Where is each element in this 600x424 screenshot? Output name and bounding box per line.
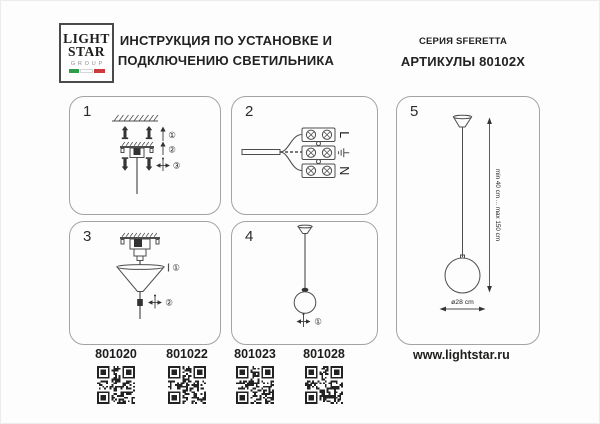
diameter-label: ø28 cm: [451, 299, 474, 306]
step-3-panel: [69, 221, 221, 345]
article-column: [156, 347, 218, 404]
diameter-dimension-arrow: [440, 307, 486, 312]
step-5-diagram: [397, 97, 539, 344]
screw-turn-icon: [156, 158, 170, 172]
qr-code-801023: [236, 366, 274, 404]
cone-canopy-icon: [117, 265, 164, 292]
step-2-number: 2: [245, 103, 254, 120]
annotation-2: ②: [168, 144, 176, 155]
wall-anchors-icon: [122, 126, 152, 139]
series-name: СЕРИЯ SFERETTA: [418, 36, 508, 47]
earth-icon: [339, 148, 350, 157]
qr-code-801022: [168, 366, 206, 404]
article-column: [293, 347, 355, 404]
cord-stopper-icon: [302, 288, 309, 292]
cable-icon: [242, 150, 280, 155]
qr-code-801028: [305, 366, 343, 404]
website-url: www.lightstar.ru: [413, 348, 510, 362]
step-1-panel: [69, 96, 221, 215]
step-2-diagram: [232, 97, 377, 214]
step-1-diagram: [70, 97, 220, 214]
step-3-diagram: [70, 222, 220, 344]
ceiling-hatch-icon: [112, 115, 158, 121]
terminal-label-neutral: N: [337, 166, 351, 176]
annotation-2: ②: [165, 297, 173, 308]
qr-code-801020: [97, 366, 135, 404]
terminal-blocks-icon: [302, 128, 335, 178]
annotation-1: ①: [168, 130, 176, 140]
mounting-plate-icon: [120, 142, 154, 158]
logo-line2: STAR: [67, 44, 105, 59]
annotation-1: ①: [314, 316, 322, 327]
step-2-panel: [231, 96, 378, 215]
title-line1: ИНСТРУКЦИЯ ПО УСТАНОВКЕ И: [119, 33, 333, 48]
cone-canopy-icon: [454, 115, 472, 127]
lightstar-logo: [59, 23, 114, 83]
series-info: [393, 36, 533, 69]
article-code: 801028: [303, 347, 345, 361]
article-code: 801020: [95, 347, 137, 361]
step-4-number: 4: [245, 228, 254, 245]
article-code: 801023: [234, 347, 276, 361]
step-5-number: 5: [410, 103, 419, 120]
cone-canopy-icon: [298, 225, 312, 233]
step-5-panel: [396, 96, 540, 345]
glass-sphere-icon: [445, 258, 480, 293]
mounting-plate-icon: [120, 233, 160, 261]
article-column: [224, 347, 286, 404]
step-3-number: 3: [83, 228, 92, 245]
screw-turn-icon: [148, 295, 162, 309]
screw-turn-icon: [297, 313, 311, 327]
annotation-1: ①: [172, 262, 180, 273]
arrow-up-icon: [160, 127, 165, 142]
logo-line1: LIGHT: [63, 31, 110, 47]
italian-flag-icon: [69, 69, 105, 73]
annotation-3: ③: [172, 160, 181, 171]
step-4-diagram: [232, 222, 377, 344]
article-column: [85, 347, 147, 404]
terminal-label-live: L: [337, 131, 351, 139]
page-title: [111, 31, 341, 71]
article-code: 801022: [166, 347, 208, 361]
height-dimension-arrow: [487, 118, 492, 293]
step-4-panel: [231, 221, 378, 345]
step-1-number: 1: [83, 103, 92, 120]
arrow-up-icon: [160, 142, 165, 156]
title-line2: ПОДКЛЮЧЕНИЮ СВЕТИЛЬНИКА: [117, 53, 335, 69]
logo-line3: GROUP: [70, 60, 105, 67]
height-range-label: min 40 cm ... max 150 cm: [494, 168, 501, 242]
cord-grip-icon: [137, 299, 143, 306]
articles-label: АРТИКУЛЫ 80102X: [400, 54, 526, 69]
glass-sphere-icon: [294, 292, 316, 314]
